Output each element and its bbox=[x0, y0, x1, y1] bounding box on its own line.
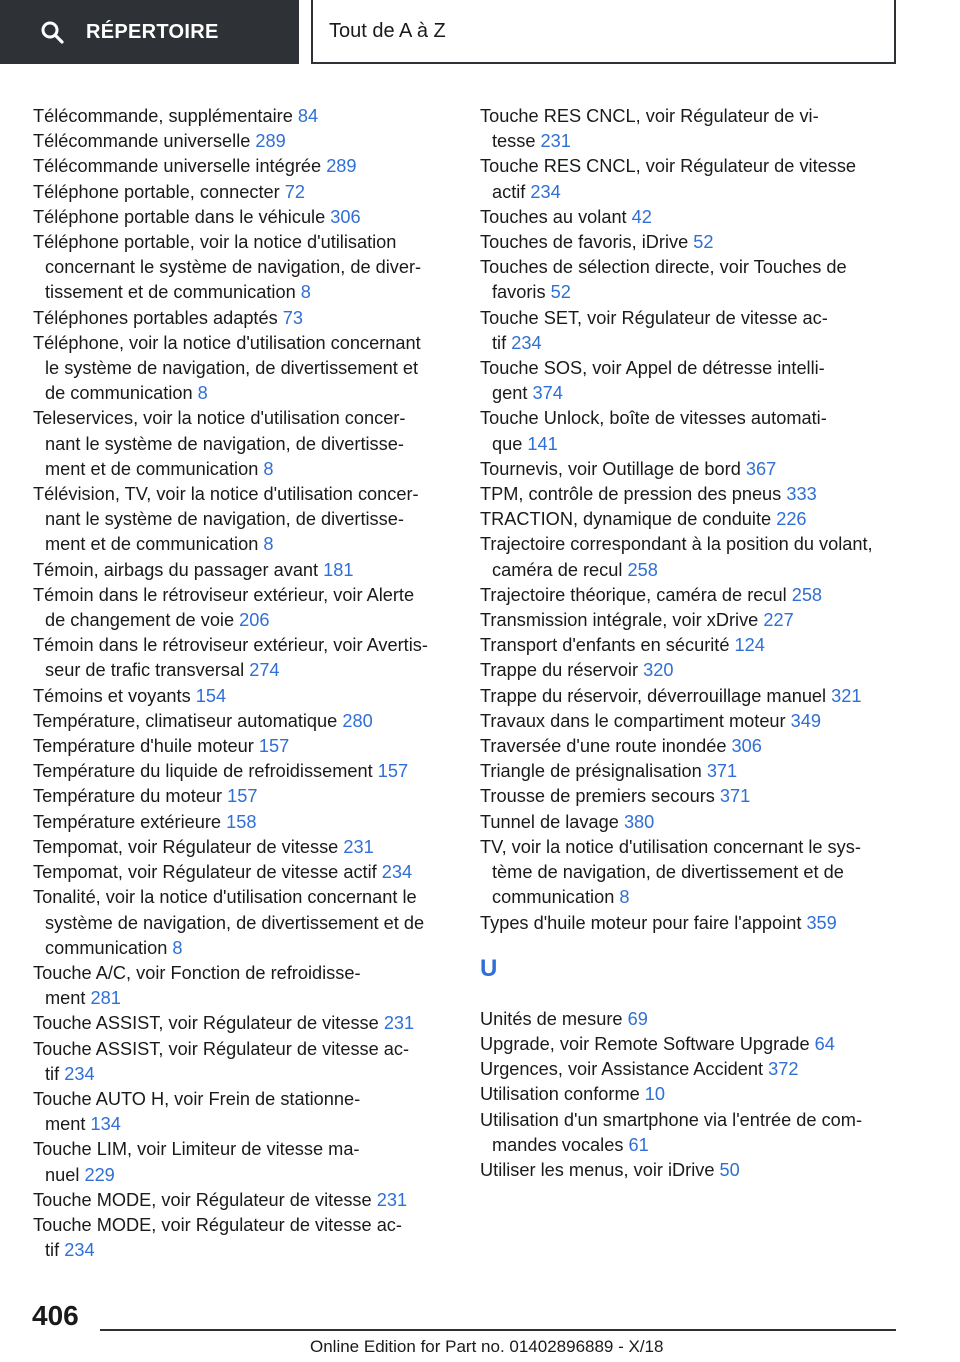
tab-tout-label: Tout de A à Z bbox=[329, 19, 446, 42]
index-entry bbox=[33, 205, 453, 230]
index-entry-text: Température, climatiseur automatique bbox=[33, 710, 338, 731]
page-reference-link[interactable]: 42 bbox=[631, 206, 652, 227]
index-entry bbox=[33, 784, 453, 809]
index-entry bbox=[33, 709, 453, 734]
index-entry-text: Travaux dans le compartiment moteur bbox=[480, 710, 786, 731]
index-entry-text: tif bbox=[45, 1240, 60, 1261]
page-reference-link[interactable]: 73 bbox=[282, 307, 303, 328]
search-icon bbox=[40, 20, 64, 44]
index-entry bbox=[480, 633, 900, 658]
footer-divider bbox=[100, 1329, 896, 1331]
index-entry-text: tème de navigation, de divertissement et de bbox=[492, 862, 844, 883]
page-reference-link[interactable]: 280 bbox=[342, 710, 373, 731]
footer-edition-text: Online Edition for Part no. 01402896889 - X/18 bbox=[310, 1337, 664, 1356]
index-entry-text: Téléphones portables adaptés bbox=[33, 307, 278, 328]
page-reference-link[interactable]: 321 bbox=[831, 685, 862, 706]
index-entry bbox=[33, 759, 453, 784]
index-entry-text: actif bbox=[492, 181, 526, 202]
index-entry bbox=[480, 154, 900, 204]
page-reference-link[interactable]: 141 bbox=[527, 433, 558, 454]
index-entry bbox=[480, 230, 900, 255]
index-entry-text: Trousse de premiers secours bbox=[480, 786, 715, 807]
index-entry bbox=[33, 482, 453, 558]
index-entry bbox=[33, 1188, 453, 1213]
page-reference-link[interactable]: 349 bbox=[790, 710, 822, 731]
page-reference-link[interactable]: 158 bbox=[226, 811, 257, 832]
index-entry-text: nuel bbox=[45, 1164, 80, 1185]
index-entry-text: Transport d'enfants en sécurité bbox=[480, 635, 730, 656]
index-entry bbox=[33, 1037, 453, 1087]
page-reference-link[interactable]: 380 bbox=[623, 811, 655, 832]
index-entry-text: Touche A/C, voir Fonction de refroidisse‐ bbox=[33, 962, 361, 983]
page-reference-link[interactable]: 231 bbox=[540, 131, 571, 152]
page-reference-link[interactable]: 231 bbox=[343, 836, 374, 857]
index-entry-text: Touches au volant bbox=[480, 206, 627, 227]
index-entry-text: Teleservices, voir la notice d'utilisation concer‐ bbox=[33, 408, 406, 429]
page-reference-link[interactable]: 274 bbox=[249, 660, 280, 681]
index-entry bbox=[480, 1057, 900, 1082]
page-reference-link[interactable]: 371 bbox=[719, 786, 751, 807]
page-reference-link[interactable]: 367 bbox=[745, 458, 777, 479]
index-entry-text: tesse bbox=[492, 131, 536, 152]
index-entry-text: Téléphone portable dans le véhicule bbox=[33, 206, 326, 227]
index-entry-text: Touche SET, voir Régulateur de vitesse ac‐ bbox=[480, 307, 828, 328]
index-entry-text: Tournevis, voir Outillage de bord bbox=[480, 458, 741, 479]
index-entry-text: Température du moteur bbox=[33, 786, 223, 807]
index-entry bbox=[480, 658, 900, 683]
index-entry bbox=[480, 205, 900, 230]
index-entry-text: de changement de voie bbox=[45, 610, 235, 631]
page-reference-link[interactable]: 372 bbox=[768, 1059, 799, 1080]
index-entry bbox=[480, 684, 900, 709]
page-reference-link[interactable]: 234 bbox=[64, 1240, 95, 1261]
page-reference-link[interactable]: 50 bbox=[719, 1159, 740, 1180]
index-entry-text: Transmission intégrale, voir xDrive bbox=[480, 610, 759, 631]
index-entry-text: Touche ASSIST, voir Régulateur de vitesse bbox=[33, 1013, 379, 1034]
index-entry-text: seur de trafic transversal bbox=[45, 660, 245, 681]
index-entry bbox=[33, 558, 453, 583]
index-entry-text: Tempomat, voir Régulateur de vitesse actif bbox=[33, 862, 377, 883]
index-entry-text: ment bbox=[45, 1114, 86, 1135]
page-reference-link[interactable]: 306 bbox=[731, 736, 762, 757]
index-entry bbox=[480, 306, 900, 356]
page-reference-link[interactable]: 258 bbox=[791, 584, 823, 605]
index-entry bbox=[33, 810, 453, 835]
index-entry-text: Touche AUTO H, voir Frein de stationne‐ bbox=[33, 1088, 361, 1109]
page-reference-link[interactable]: 157 bbox=[377, 761, 409, 782]
header bbox=[0, 0, 960, 66]
index-entry bbox=[480, 1158, 900, 1183]
index-entry-text: Touche SOS, voir Appel de détresse intelli‐ bbox=[480, 358, 825, 379]
index-entry-text: Touche MODE, voir Régulateur de vitesse bbox=[33, 1189, 372, 1210]
index-entry bbox=[480, 1032, 900, 1057]
index-entry bbox=[480, 482, 900, 507]
index-entry bbox=[33, 154, 453, 179]
index-entry-text: Témoin, airbags du passager avant bbox=[33, 559, 319, 580]
index-entry-text: tissement et de communication bbox=[45, 282, 296, 303]
index-entry-text: Types d'huile moteur pour faire l'appoint bbox=[480, 912, 802, 933]
index-entry bbox=[480, 709, 900, 734]
index-entry-text: communication bbox=[45, 937, 168, 958]
index-entry-text: Télévision, TV, voir la notice d'utilisation concer‐ bbox=[33, 484, 419, 505]
index-entry-text: Touches de favoris, iDrive bbox=[480, 232, 689, 253]
page-reference-link[interactable]: 258 bbox=[627, 559, 658, 580]
index-entry-text: Témoins et voyants bbox=[33, 685, 191, 706]
page-reference-link[interactable]: 8 bbox=[263, 534, 274, 555]
index-entry-text: ment et de communication bbox=[45, 458, 259, 479]
index-entry-text: mandes vocales bbox=[492, 1134, 624, 1155]
index-entry-text: ment bbox=[45, 988, 86, 1009]
index-entry-text: Triangle de présignalisation bbox=[480, 761, 702, 782]
index-entry-text: nant le système de navigation, de divertisse‐ bbox=[45, 433, 404, 454]
page-reference-link[interactable]: 234 bbox=[381, 862, 413, 883]
index-entry bbox=[33, 129, 453, 154]
index-entry-text: tif bbox=[45, 1063, 60, 1084]
index-entry bbox=[33, 306, 453, 331]
index-entry-text: de communication bbox=[45, 383, 193, 404]
index-entry-text: Touche RES CNCL, voir Régulateur de vi‐ bbox=[480, 106, 819, 126]
index-entry bbox=[480, 532, 900, 582]
index-entry-text: caméra de recul bbox=[492, 559, 623, 580]
index-entry-text: ment et de communication bbox=[45, 534, 259, 555]
index-section-u bbox=[480, 1007, 900, 1183]
page-reference-link[interactable]: 231 bbox=[383, 1013, 415, 1034]
index-entry bbox=[33, 406, 453, 482]
index-entry bbox=[33, 104, 453, 129]
index-entry-text: Trappe du réservoir, déverrouillage manuel bbox=[480, 685, 827, 706]
index-entry bbox=[480, 734, 900, 759]
index-entry-text: Traversée d'une route inondée bbox=[480, 736, 727, 757]
page-reference-link[interactable]: 134 bbox=[90, 1114, 121, 1135]
page-number: 406 bbox=[32, 1300, 79, 1331]
index-entry bbox=[480, 356, 900, 406]
index-entry-text: Utilisation conforme bbox=[480, 1084, 640, 1105]
index-entry-text: le système de navigation, de divertissement et bbox=[45, 358, 419, 379]
index-entry-text: Upgrade, voir Remote Software Upgrade bbox=[480, 1033, 810, 1054]
page-reference-link[interactable]: 8 bbox=[197, 383, 208, 404]
index-entry-text: système de navigation, de divertissement et de bbox=[45, 912, 425, 933]
index-entry-text: Touches de sélection directe, voir Touches de bbox=[480, 257, 847, 278]
index-entry-text: Utilisation d'un smartphone via l'entrée de com‐ bbox=[480, 1109, 862, 1130]
index-entry bbox=[480, 759, 900, 784]
page-reference-link[interactable]: 333 bbox=[786, 484, 817, 505]
index-entry-text: Touche MODE, voir Régulateur de vitesse ac‐ bbox=[33, 1214, 402, 1235]
index-entry bbox=[480, 583, 900, 608]
index-entry-text: Tonalité, voir la notice d'utilisation concernant le bbox=[33, 887, 417, 908]
page-reference-link[interactable]: 206 bbox=[239, 610, 270, 631]
index-entry-text: Trajectoire correspondant à la position du volant, bbox=[480, 534, 873, 555]
index-entry-text: Utiliser les menus, voir iDrive bbox=[480, 1159, 715, 1180]
index-entry bbox=[33, 961, 453, 1011]
page-reference-link[interactable]: 124 bbox=[734, 635, 765, 656]
index-entry-text: favoris bbox=[492, 282, 546, 303]
index-entry-text: TRACTION, dynamique de conduite bbox=[480, 509, 772, 530]
index-entry bbox=[33, 860, 453, 885]
index-entry bbox=[33, 684, 453, 709]
index-entry bbox=[480, 1007, 900, 1032]
index-entry-text: Téléphone, voir la notice d'utilisation concernant bbox=[33, 332, 421, 353]
page-reference-link[interactable]: 306 bbox=[330, 206, 361, 227]
index-entry bbox=[33, 1011, 453, 1036]
page-reference-link[interactable]: 72 bbox=[284, 181, 306, 202]
index-entry-text: Témoin dans le rétroviseur extérieur, voir Avertis‐ bbox=[33, 635, 428, 656]
tab-repertoire[interactable] bbox=[0, 0, 299, 64]
index-entry-text: Témoin dans le rétroviseur extérieur, voir Alerte bbox=[33, 584, 415, 605]
index-entry-text: Touche Unlock, boîte de vitesses automati‐ bbox=[480, 408, 827, 429]
index-entry-text: Température d'huile moteur bbox=[33, 736, 254, 757]
index-entry-text: tif bbox=[492, 332, 507, 353]
index-entry bbox=[33, 633, 453, 683]
tab-tout-de-a-a-z[interactable] bbox=[311, 0, 896, 64]
page-reference-link[interactable]: 227 bbox=[763, 610, 794, 631]
page-reference-link[interactable]: 281 bbox=[90, 988, 121, 1009]
index-entry bbox=[480, 1082, 900, 1107]
index-entry bbox=[480, 104, 900, 154]
index-entry bbox=[480, 608, 900, 633]
index-entry-text: Température extérieure bbox=[33, 811, 222, 832]
index-entry bbox=[480, 255, 900, 305]
index-entry bbox=[33, 885, 453, 961]
page-reference-link[interactable]: 8 bbox=[172, 937, 183, 958]
index-entry-text: Touche RES CNCL, voir Régulateur de vitesse bbox=[480, 156, 857, 177]
page-reference-link[interactable]: 234 bbox=[64, 1063, 95, 1084]
index-column-right bbox=[480, 104, 900, 1183]
index-entry bbox=[33, 1213, 453, 1263]
page-reference-link[interactable]: 234 bbox=[530, 181, 561, 202]
index-entry-text: Téléphone portable, voir la notice d'utilisation bbox=[33, 232, 397, 253]
page-reference-link[interactable]: 52 bbox=[550, 282, 571, 303]
index-entry-text: TPM, contrôle de pression des pneus bbox=[480, 484, 782, 505]
page-reference-link[interactable]: 229 bbox=[84, 1164, 115, 1185]
page-reference-link[interactable]: 371 bbox=[706, 761, 738, 782]
page-reference-link[interactable]: 84 bbox=[297, 106, 319, 126]
index-entry-text: Touche LIM, voir Limiteur de vitesse ma‐ bbox=[33, 1139, 360, 1160]
index-entry-text: Télécommande, supplémentaire bbox=[33, 106, 293, 126]
page-reference-link[interactable]: 359 bbox=[806, 912, 837, 933]
section-letter-u: U bbox=[480, 954, 498, 982]
page-reference-link[interactable]: 10 bbox=[644, 1084, 666, 1105]
index-entry bbox=[480, 810, 900, 835]
page-reference-link[interactable]: 374 bbox=[532, 383, 563, 404]
page-reference-link[interactable]: 234 bbox=[511, 332, 542, 353]
page-reference-link[interactable]: 154 bbox=[195, 685, 227, 706]
index-entry bbox=[33, 1087, 453, 1137]
page-reference-link[interactable]: 320 bbox=[643, 660, 674, 681]
index-column-left bbox=[33, 104, 453, 1263]
page-reference-link[interactable]: 8 bbox=[300, 282, 311, 303]
index-entry-text: Tempomat, voir Régulateur de vitesse bbox=[33, 836, 339, 857]
index-entry bbox=[33, 835, 453, 860]
page-reference-link[interactable]: 8 bbox=[619, 887, 630, 908]
index-entry bbox=[480, 784, 900, 809]
index-entry-text: TV, voir la notice d'utilisation concernant le sys‐ bbox=[480, 836, 861, 857]
index-entry bbox=[33, 331, 453, 407]
index-entry-text: Touche ASSIST, voir Régulateur de vitesse ac‐ bbox=[33, 1038, 410, 1059]
page-reference-link[interactable]: 289 bbox=[326, 156, 357, 177]
page-reference-link[interactable]: 69 bbox=[627, 1008, 648, 1029]
index-entry-text: Urgences, voir Assistance Accident bbox=[480, 1059, 764, 1080]
page-reference-link[interactable]: 52 bbox=[693, 232, 714, 253]
page-reference-link[interactable]: 231 bbox=[376, 1189, 408, 1210]
page-reference-link[interactable]: 289 bbox=[255, 131, 286, 152]
index-entry-text: Unités de mesure bbox=[480, 1008, 623, 1029]
index-entry bbox=[33, 734, 453, 759]
index-entry-text: Télécommande universelle intégrée bbox=[33, 156, 322, 177]
index-entry-text: Température du liquide de refroidissement bbox=[33, 761, 373, 782]
index-entry bbox=[480, 1108, 900, 1158]
index-entry-text: nant le système de navigation, de divertisse‐ bbox=[45, 509, 404, 530]
index-entry bbox=[480, 835, 900, 911]
page-reference-link[interactable]: 157 bbox=[227, 786, 258, 807]
index-entry bbox=[480, 911, 900, 936]
index-entry-text: Téléphone portable, connecter bbox=[33, 181, 280, 202]
page-reference-link[interactable]: 8 bbox=[263, 458, 274, 479]
index-entry-text: concernant le système de navigation, de diver‐ bbox=[45, 257, 422, 278]
index-entry bbox=[480, 406, 900, 456]
page-reference-link[interactable]: 64 bbox=[814, 1033, 835, 1054]
page-reference-link[interactable]: 181 bbox=[323, 559, 354, 580]
index-entry-text: Trajectoire théorique, caméra de recul bbox=[480, 584, 787, 605]
index-entry bbox=[480, 507, 900, 532]
page-reference-link[interactable]: 61 bbox=[628, 1134, 649, 1155]
index-entry-text: Télécommande universelle bbox=[33, 131, 251, 152]
tab-repertoire-label: RÉPERTOIRE bbox=[86, 20, 219, 43]
index-entry-text: Tunnel de lavage bbox=[480, 811, 619, 832]
index-entry-text: gent bbox=[492, 383, 528, 404]
page-reference-link[interactable]: 226 bbox=[776, 509, 807, 530]
index-entry bbox=[33, 180, 453, 205]
index-entry-text: Trappe du réservoir bbox=[480, 660, 639, 681]
index-entry bbox=[33, 1137, 453, 1187]
index-entry bbox=[33, 583, 453, 633]
index-section-t bbox=[480, 104, 900, 936]
page-reference-link[interactable]: 157 bbox=[258, 736, 290, 757]
index-entry bbox=[33, 230, 453, 306]
index-entry-text: communication bbox=[492, 887, 615, 908]
index-entry-text: que bbox=[492, 433, 523, 454]
index-entry bbox=[480, 457, 900, 482]
